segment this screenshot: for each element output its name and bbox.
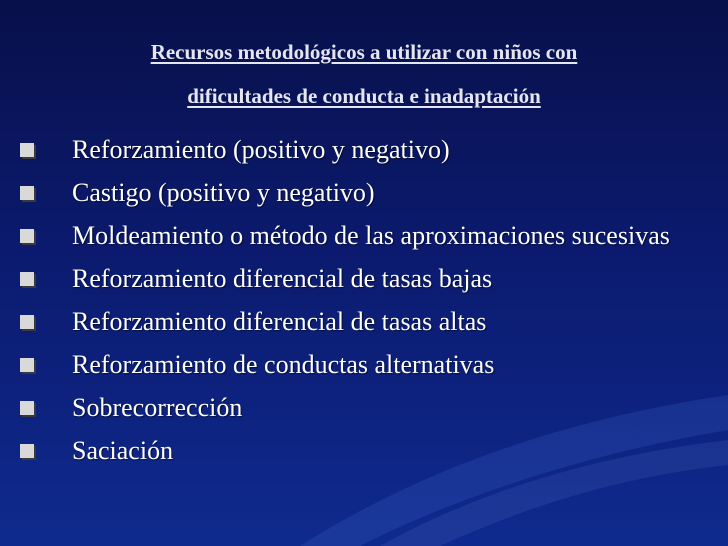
square-bullet-icon	[20, 444, 34, 458]
list-item-text: Reforzamiento (positivo y negativo)	[72, 135, 450, 164]
list-item-text: Reforzamiento diferencial de tasas altas	[72, 307, 487, 336]
list-item	[18, 393, 708, 422]
list-item	[18, 307, 708, 336]
square-bullet-icon	[20, 143, 34, 157]
square-bullet-icon	[20, 401, 34, 415]
bullet-list	[18, 135, 708, 479]
square-bullet-icon	[20, 315, 34, 329]
square-bullet-icon	[20, 229, 34, 243]
list-item-text: Reforzamiento diferencial de tasas bajas	[72, 264, 493, 293]
square-bullet-icon	[20, 358, 34, 372]
list-item	[18, 436, 708, 465]
slide-title-line-2: dificultades de conducta e inadaptación	[187, 84, 541, 108]
list-item-text: Moldeamiento o método de las aproximaciones sucesivas	[72, 221, 670, 250]
list-item	[18, 221, 708, 250]
list-item-text: Sobrecorrección	[72, 393, 243, 422]
square-bullet-icon	[20, 272, 34, 286]
slide-title-line-1: Recursos metodológicos a utilizar con niños con	[150, 40, 578, 64]
square-bullet-icon	[20, 186, 34, 200]
list-item	[18, 350, 708, 379]
list-item	[18, 178, 708, 207]
list-item-text: Reforzamiento de conductas alternativas	[72, 350, 495, 379]
list-item-text: Saciación	[72, 436, 174, 465]
slide-title	[40, 30, 688, 118]
list-item	[18, 264, 708, 293]
list-item	[18, 135, 708, 164]
list-item-text: Castigo (positivo y negativo)	[72, 178, 375, 207]
